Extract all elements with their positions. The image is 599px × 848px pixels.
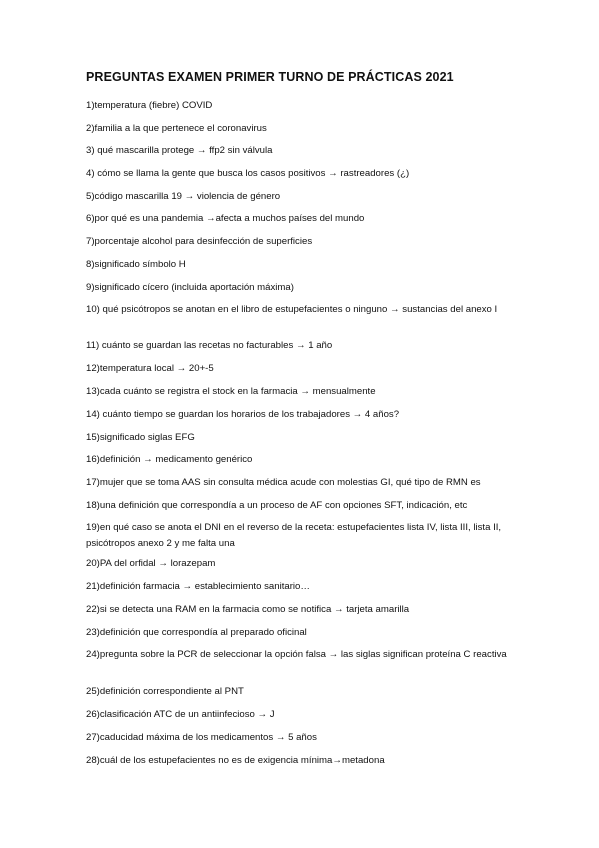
question-5: 5)código mascarilla 19 → violencia de género	[86, 191, 281, 202]
question-12: 12)temperatura local → 20+-5	[86, 363, 214, 374]
question-21: 21)definición farmacia → establecimiento sanitario…	[86, 581, 310, 592]
question-28: 28)cuál de los estupefacientes no es de exigencia mínima→metadona	[86, 755, 385, 766]
question-15: 15)significado siglas EFG	[86, 432, 195, 443]
question-24: 24)pregunta sobre la PCR de seleccionar la opción falsa → las siglas significan proteína C reactiva	[86, 649, 507, 660]
question-26: 26)clasificación ATC de un antiinfecioso → J	[86, 709, 275, 720]
question-20: 20)PA del orfidal → lorazepam	[86, 558, 216, 569]
question-16: 16)definición → medicamento genérico	[86, 454, 253, 465]
question-1: 1)temperatura (fiebre) COVID	[86, 100, 213, 111]
question-7: 7)porcentaje alcohol para desinfección de superficies	[86, 236, 313, 247]
question-22: 22)si se detecta una RAM en la farmacia como se notifica → tarjeta amarilla	[86, 604, 410, 615]
question-11: 11) cuánto se guardan las recetas no facturables → 1 año	[86, 340, 333, 351]
question-23: 23)definición que correspondía al preparado oficinal	[86, 627, 307, 638]
question-9: 9)significado cícero (incluida aportación máxima)	[86, 282, 294, 293]
question-3: 3) qué mascarilla protege → ffp2 sin válvula	[86, 145, 273, 156]
question-27: 27)caducidad máxima de los medicamentos → 5 años	[86, 732, 317, 743]
question-2: 2)familia a la que pertenece el coronavirus	[86, 123, 267, 134]
question-25: 25)definición correspondiente al PNT	[86, 686, 244, 697]
question-17: 17)mujer que se toma AAS sin consulta médica acude con molestias GI, qué tipo de RMN es	[86, 477, 481, 488]
question-8: 8)significado símbolo H	[86, 259, 186, 270]
question-10: 10) qué psicótropos se anotan en el libro de estupefacientes o ninguno → sustancias del anexo I	[86, 304, 498, 315]
question-4: 4) cómo se llama la gente que busca los casos positivos → rastreadores (¿)	[86, 168, 410, 179]
question-6: 6)por qué es una pandemia →afecta a muchos países del mundo	[86, 213, 365, 224]
document-title: PREGUNTAS EXAMEN PRIMER TURNO DE PRÁCTICAS 2021	[86, 70, 454, 84]
question-19: 19)en qué caso se anota el DNI en el reverso de la receta: estupefacientes lista IV, lista III, lista II, psicótropos anexo 2 y me falta una	[86, 522, 502, 549]
question-13: 13)cada cuánto se registra el stock en la farmacia → mensualmente	[86, 386, 376, 397]
question-14: 14) cuánto tiempo se guardan los horarios de los trabajadores → 4 años?	[86, 409, 400, 420]
question-18: 18)una definición que correspondía a un proceso de AF con opciones SFT, indicación, etc	[86, 500, 468, 511]
